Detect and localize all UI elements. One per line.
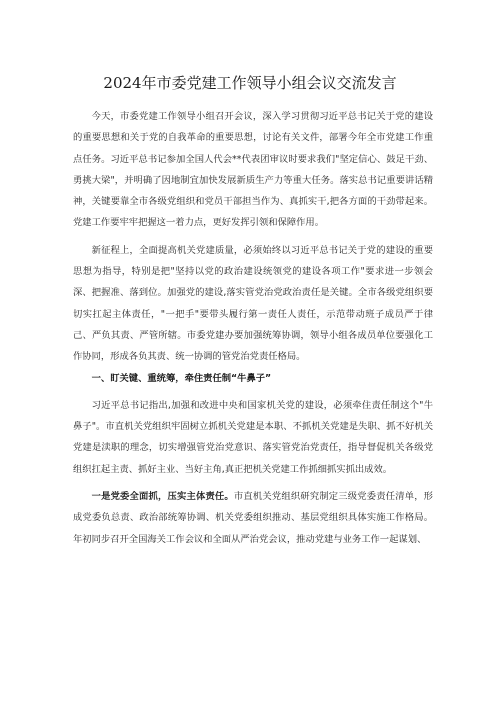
paragraph-intro: 今天，市委党建工作领导小组召开会议，深入学习贯彻习近平总书记关于党的建设的重要思想和关于党的自我革命的重要思想，讨论有关文件，部署今年全市党建工作重点任务。习近平总书记参加全国人代会**代表团审议时要求我们"坚定信心、鼓足干劲、勇挑大梁"，并明确了因地制宜加快发展新质生产力等重大任务。落实总书记重要讲话精神，关键要靠全市各级党组织和党员干部担当作为、真抓实干,把各方面的干劲带起来。党建工作要牢牢把握这一着力点，更好发挥引领和保障作用。 xyxy=(73,111,433,229)
point-one-lead: 一是党委全面抓，压实主体责任。 xyxy=(91,491,234,503)
document-title: 2024年市委党建工作领导小组会议交流发言 xyxy=(103,74,397,92)
paragraph-responsibility-system: 习近平总书记指出,加强和改进中央和国家机关党的建设，必须牵住责任制这个"牛鼻子"。市直机关党组织牢固树立抓机关党建是本职、不抓机关党建是失职、抓不好机关党建是渎职的理念，切实增强管党治党意识、落实管党治党责任，指导督促机关各级党组织扛起主责、抓好主业、当好主角,真正把机关党建工作抓细抓实抓出成效。 xyxy=(73,399,433,475)
paragraph-new-journey: 新征程上，全面提高机关党建质量，必须始终以习近平总书记关于党的建设的重要思想为指导，特别是把"坚持以党的政治建设统领党的建设各项工作"要求进一步领会深、把握准、落到位。加强党的建设,落实管党治党政治责任是关键。全市各级党组织要切实扛起主体责任，"一把手"要带头履行第一责任人责任，示范带动班子成员严于律己、严负其责、严管所辖。市委党建办要加强统筹协调，领导小组各成员单位要强化工作协同，形成各负其责、统一协调的管党治党责任格局。 xyxy=(73,244,433,363)
point-one-text: 市直机关党组织研究制定三级党委责任清单，形成党委负总责、政治部统筹协调、机关党委组织推动、基层党组织具体实施工作格局。年初同步召开全国海关工作会议和全面从严治党会议，推动党建与业务工作一起谋划、 xyxy=(73,491,433,545)
document-body xyxy=(73,106,433,550)
paragraph-point-one xyxy=(73,486,433,550)
section-heading-1: 一、盯关键、重统筹，牵住责任制“牛鼻子” xyxy=(91,372,272,384)
